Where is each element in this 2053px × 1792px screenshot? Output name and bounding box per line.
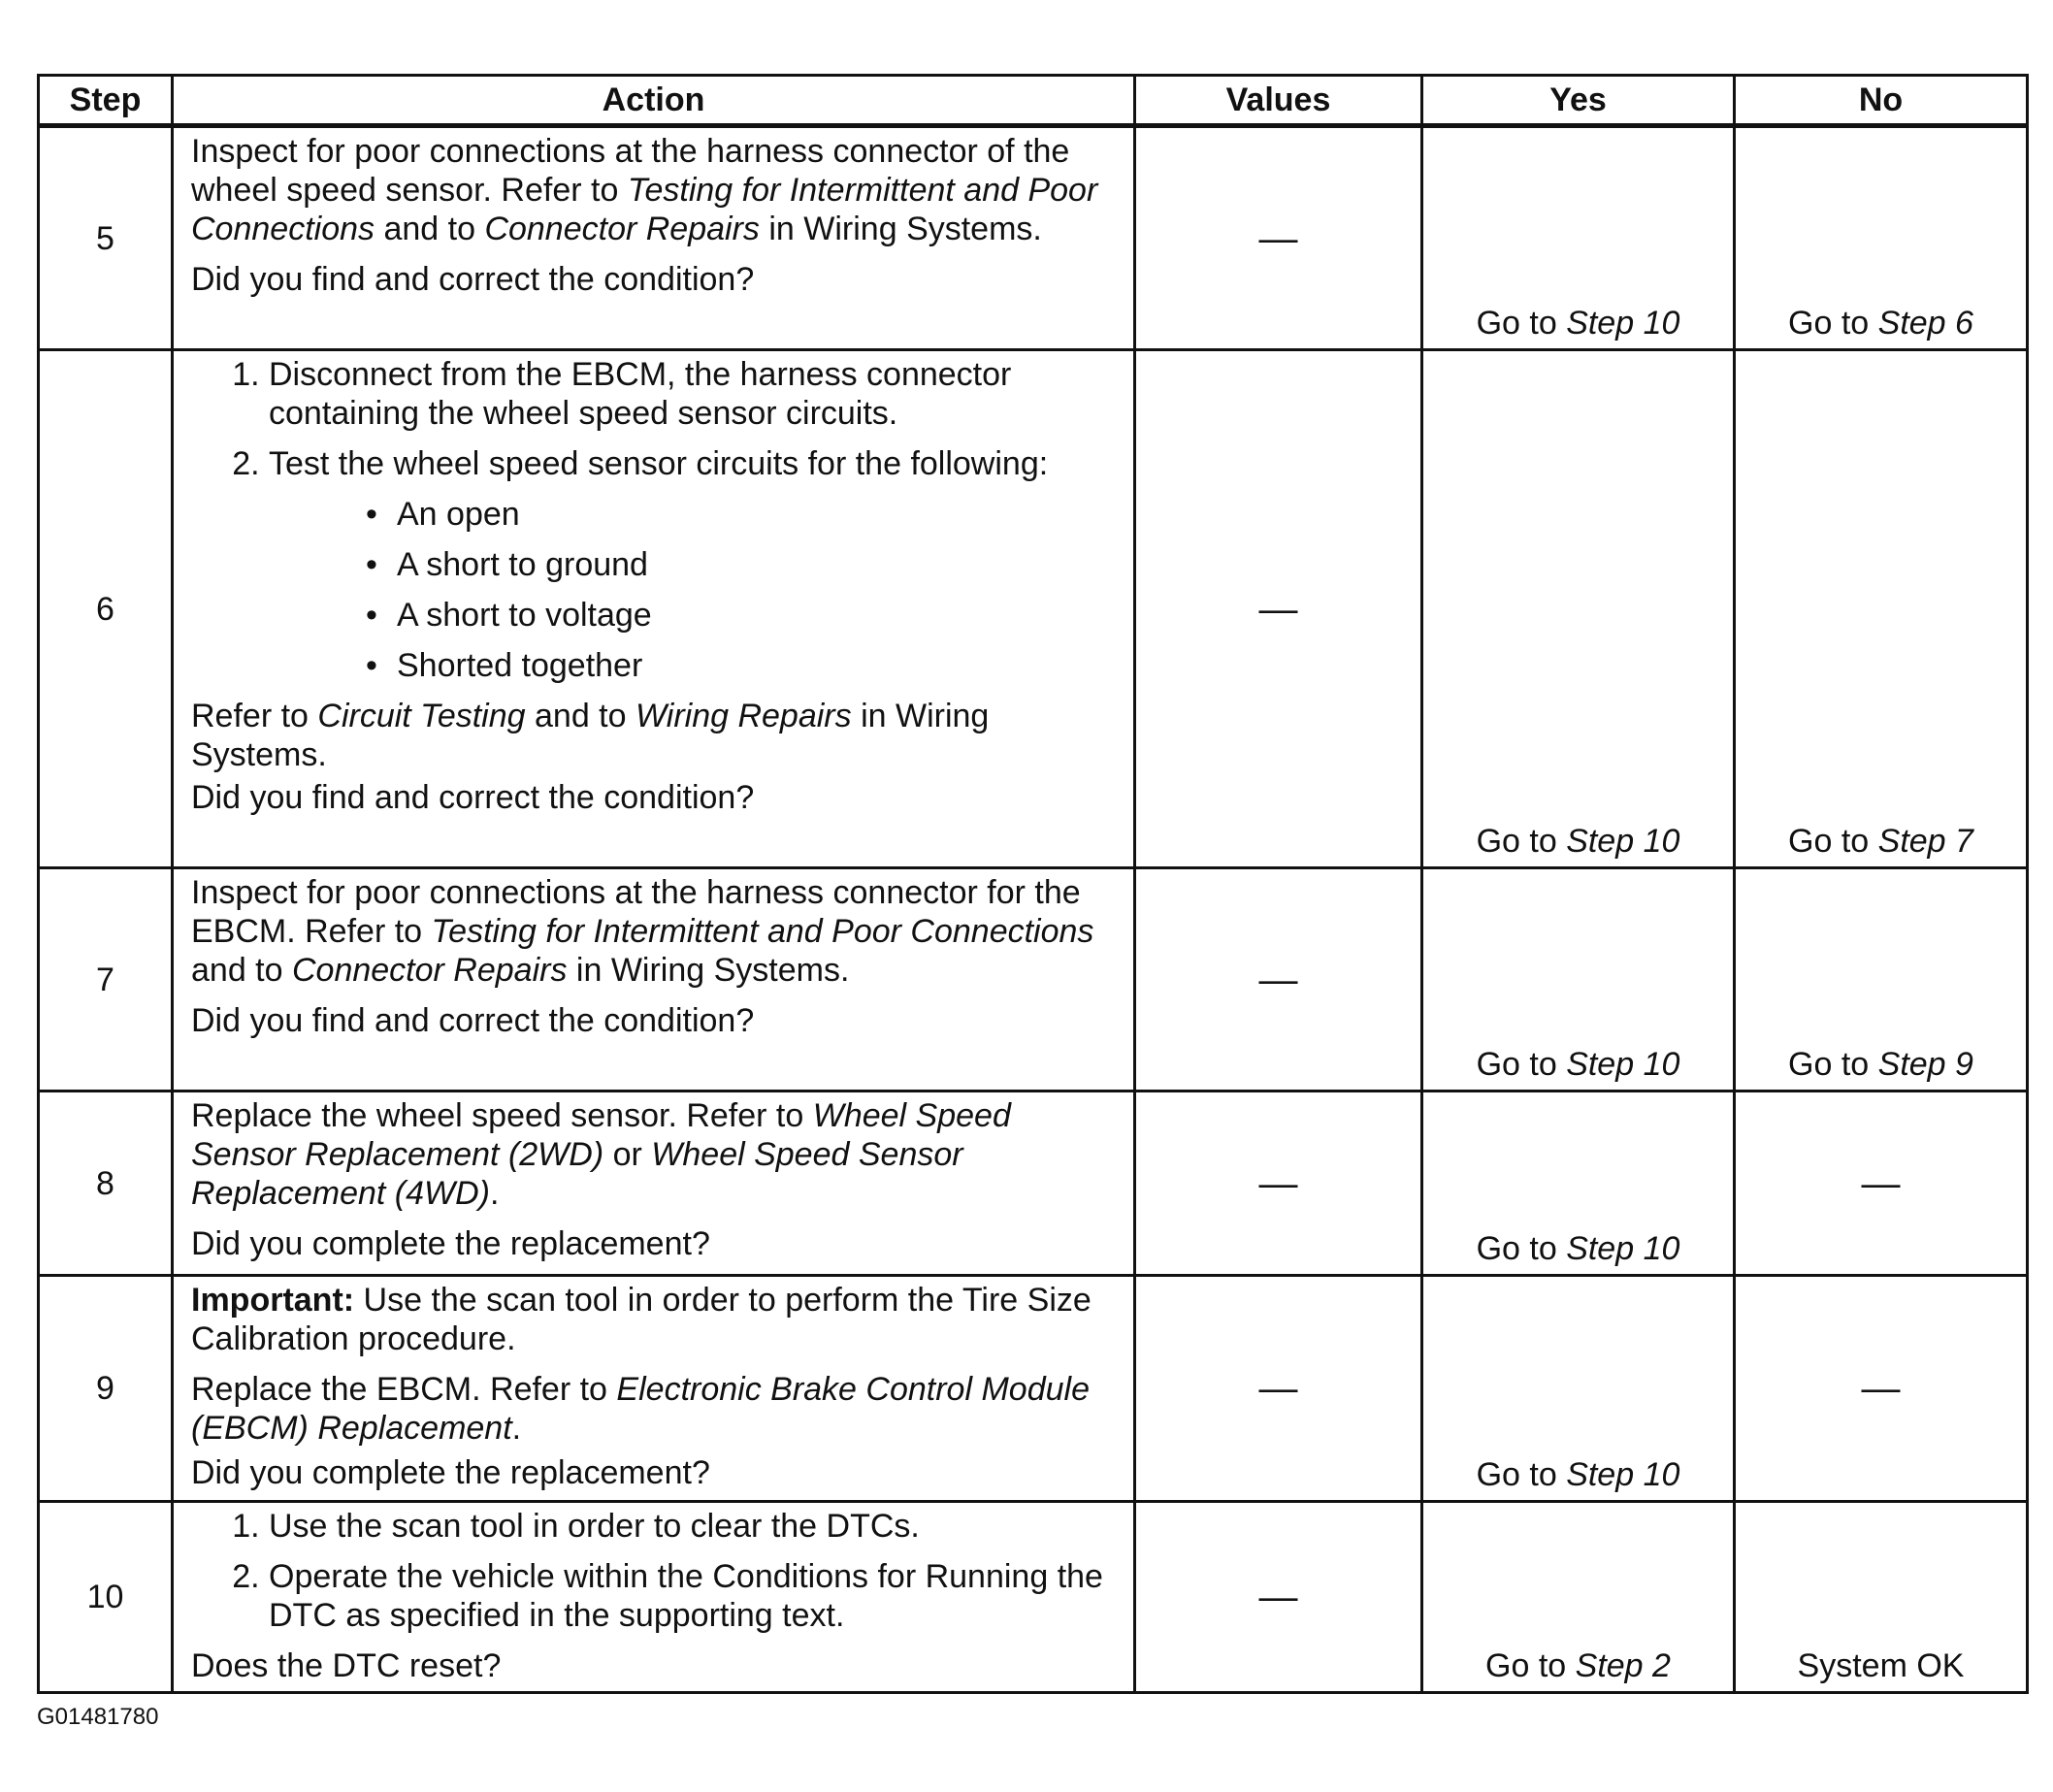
- action-text: Replace the wheel speed sensor. Refer to Wheel Speed Sensor Replacement (2WD) or Wheel Speed Sensor Replacement (4WD).: [191, 1097, 1011, 1212]
- header-action: Action: [173, 76, 1135, 126]
- numbered-steps: [191, 1507, 1114, 1635]
- values-cell: —: [1135, 1276, 1422, 1502]
- doc-reference: Wheel Speed Sensor Replacement (2WD): [191, 1097, 1011, 1173]
- no-cell: System OK: [1735, 1502, 2028, 1693]
- yes-cell: Go to Step 10: [1422, 350, 1735, 868]
- action-question: Did you find and correct the condition?: [191, 261, 755, 298]
- step-number: 8: [39, 1091, 173, 1276]
- table-row-step-9: [39, 1276, 2028, 1502]
- action-question: Did you complete the replacement?: [191, 1225, 710, 1262]
- step-link: Step 10: [1566, 823, 1680, 860]
- action-cell: [173, 350, 1135, 868]
- important-label: Important:: [191, 1282, 355, 1319]
- step-number: 7: [39, 868, 173, 1091]
- header-values: Values: [1135, 76, 1422, 126]
- no-cell: Go to Step 9: [1735, 868, 2028, 1091]
- step-link: Step 9: [1877, 1046, 1973, 1083]
- numbered-steps: [191, 355, 1114, 685]
- numbered-step: 1. Disconnect from the EBCM, the harness connector containing the wheel speed sensor circuits.: [269, 355, 1114, 433]
- step-link: Step 10: [1566, 305, 1680, 342]
- step-link: Step 10: [1566, 1230, 1680, 1267]
- bullet-item: • An open: [269, 495, 1114, 534]
- doc-reference: Wiring Repairs: [635, 698, 852, 734]
- step-link: Step 7: [1877, 823, 1973, 860]
- action-cell: [173, 1502, 1135, 1693]
- action-text: Replace the EBCM. Refer to Electronic Brake Control Module (EBCM) Replacement.: [191, 1371, 1090, 1447]
- no-cell: Go to Step 6: [1735, 126, 2028, 350]
- no-cell: Go to Step 7: [1735, 350, 2028, 868]
- action-question: Did you find and correct the condition?: [191, 1002, 755, 1039]
- bullet-list: [269, 495, 1114, 685]
- header-step: Step: [39, 76, 173, 126]
- values-cell: —: [1135, 1502, 1422, 1693]
- table-row-step-8: [39, 1091, 2028, 1276]
- doc-reference: Testing for Intermittent and Poor Connections: [191, 172, 1098, 247]
- action-cell: [173, 1091, 1135, 1276]
- yes-cell: Go to Step 2: [1422, 1502, 1735, 1693]
- doc-reference: Electronic Brake Control Module (EBCM) Replacement: [191, 1371, 1090, 1447]
- diagnostic-table: [37, 74, 2029, 1694]
- action-question: Did you find and correct the condition?: [191, 779, 755, 816]
- doc-reference: Wheel Speed Sensor Replacement (4WD): [191, 1136, 963, 1212]
- yes-cell: Go to Step 10: [1422, 1276, 1735, 1502]
- action-text: Inspect for poor connections at the harness connector for the EBCM. Refer to Testing for Intermittent and Poor Connections and to Connector Repairs in Wiring Systems.: [191, 874, 1094, 989]
- table-row-step-10: [39, 1502, 2028, 1693]
- action-cell: [173, 1276, 1135, 1502]
- numbered-step: 1. Use the scan tool in order to clear the DTCs.: [269, 1507, 1114, 1546]
- numbered-step: 2. Operate the vehicle within the Conditions for Running the DTC as specified in the supporting text.: [269, 1557, 1114, 1635]
- step-link: Step 10: [1566, 1456, 1680, 1493]
- action-cell: [173, 868, 1135, 1091]
- values-cell: —: [1135, 350, 1422, 868]
- table-row-step-5: [39, 126, 2028, 350]
- action-question: Does the DTC reset?: [191, 1647, 502, 1684]
- bullet-item: • A short to ground: [269, 545, 1114, 584]
- step-link: Step 2: [1575, 1647, 1671, 1684]
- step-number: 5: [39, 126, 173, 350]
- yes-cell: Go to Step 10: [1422, 1091, 1735, 1276]
- yes-cell: Go to Step 10: [1422, 868, 1735, 1091]
- step-number: 6: [39, 350, 173, 868]
- important-note: Important: Use the scan tool in order to perform the Tire Size Calibration procedure.: [191, 1282, 1092, 1357]
- diagnostic-table-container: [37, 74, 2026, 1694]
- step-link: Step 6: [1877, 305, 1973, 342]
- action-text: Inspect for poor connections at the harness connector of the wheel speed sensor. Refer to Testing for Intermittent and Poor Connections and to Connector Repairs in Wiring Systems.: [191, 133, 1098, 247]
- values-cell: —: [1135, 1091, 1422, 1276]
- numbered-step: 2. Test the wheel speed sensor circuits for the following: • An open • A short to ground • A short to voltage • Shorted together: [269, 444, 1114, 685]
- header-no: No: [1735, 76, 2028, 126]
- doc-reference: Circuit Testing: [317, 698, 526, 734]
- yes-cell: Go to Step 10: [1422, 126, 1735, 350]
- step-link: Step 10: [1566, 1046, 1680, 1083]
- step-number: 10: [39, 1502, 173, 1693]
- action-question: Did you complete the replacement?: [191, 1454, 710, 1491]
- header-yes: Yes: [1422, 76, 1735, 126]
- figure-id: G01481780: [37, 1704, 159, 1730]
- step-number: 9: [39, 1276, 173, 1502]
- no-cell: —: [1735, 1091, 2028, 1276]
- doc-reference: Testing for Intermittent and Poor Connections: [431, 913, 1094, 950]
- bullet-item: • A short to voltage: [269, 596, 1114, 635]
- bullet-item: • Shorted together: [269, 646, 1114, 685]
- doc-reference: Connector Repairs: [484, 211, 760, 247]
- values-cell: —: [1135, 126, 1422, 350]
- no-cell: —: [1735, 1276, 2028, 1502]
- doc-reference: Connector Repairs: [291, 952, 568, 989]
- action-text: Refer to Circuit Testing and to Wiring Repairs in Wiring Systems.: [191, 698, 990, 773]
- header-row: [39, 76, 2028, 126]
- table-row-step-6: [39, 350, 2028, 868]
- action-cell: [173, 126, 1135, 350]
- values-cell: —: [1135, 868, 1422, 1091]
- table-row-step-7: [39, 868, 2028, 1091]
